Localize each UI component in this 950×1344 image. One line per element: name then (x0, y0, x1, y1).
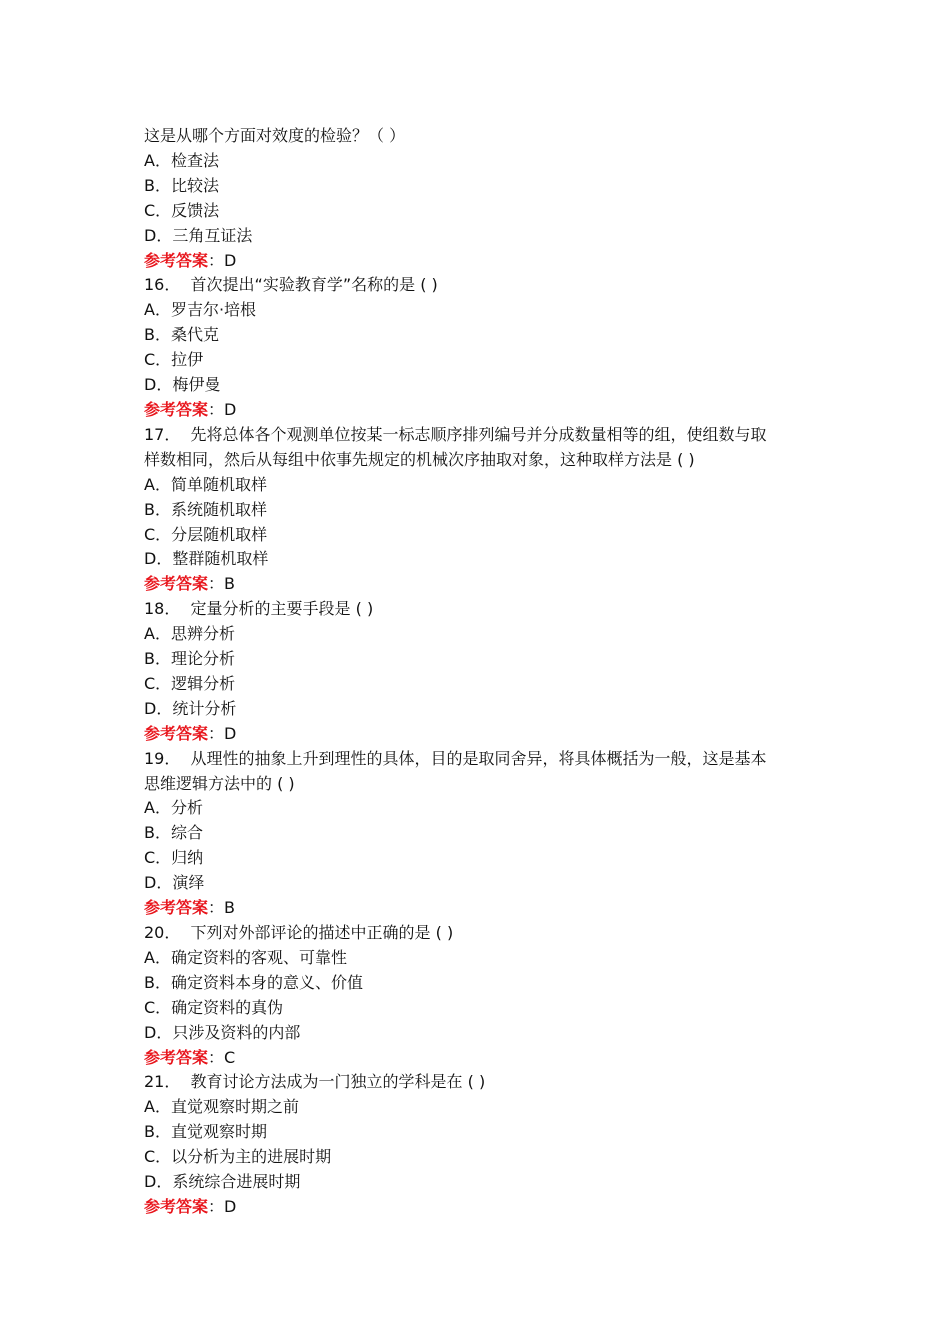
option-a: A．检查法 (144, 150, 219, 170)
question-text-line2: 思维逻辑方法中的 ( ) (144, 773, 295, 793)
answer-line (144, 896, 814, 921)
option-a: A．简单随机取样 (144, 474, 267, 494)
question-stem (144, 1070, 814, 1095)
answer-value: ：D (208, 723, 237, 743)
answer-line (144, 572, 814, 597)
answer-value: ：C (208, 1047, 236, 1067)
answer-label: 参考答案 (144, 1196, 209, 1216)
option-d: D．演绎 (144, 873, 205, 893)
question-number: 18． (144, 599, 181, 619)
question-stem (144, 273, 814, 298)
option-b: B．比较法 (144, 175, 219, 195)
answer-line (144, 249, 814, 274)
option-b: B．直觉观察时期 (144, 1122, 267, 1142)
option-d: D．梅伊曼 (144, 375, 221, 395)
option-a: A．确定资料的客观、可靠性 (144, 947, 347, 967)
answer-label: 参考答案 (144, 723, 209, 743)
question-number: 17． (144, 424, 181, 444)
answer-line (144, 398, 814, 423)
answer-value: ：D (208, 250, 237, 270)
question-text: 首次提出“实验教育学”名称的是 ( ) (190, 275, 438, 295)
question-number: 19． (144, 748, 181, 768)
question-stem: 这是从哪个方面对效度的检验？（ ） (144, 126, 406, 145)
answer-value: ：B (208, 574, 235, 594)
option-c: C．逻辑分析 (144, 673, 236, 693)
answer-line (144, 1195, 814, 1220)
question-text: 下列对外部评论的描述中正确的是 ( ) (190, 923, 454, 942)
option-b: B．桑代克 (144, 325, 219, 345)
option-a: A．分析 (144, 798, 203, 818)
question-stem (144, 921, 814, 946)
option-c: C．反馈法 (144, 200, 220, 220)
question-stem (144, 747, 814, 772)
answer-label: 参考答案 (144, 1047, 209, 1067)
option-b: B．理论分析 (144, 649, 235, 669)
question-stem (144, 423, 814, 448)
answer-value: ：D (208, 399, 237, 419)
option-c: C．归纳 (144, 848, 204, 868)
answer-label: 参考答案 (144, 399, 209, 419)
answer-value: ：B (208, 898, 235, 918)
option-d: D．统计分析 (144, 698, 237, 718)
option-b: B．系统随机取样 (144, 499, 267, 519)
question-text-line1: 从理性的抽象上升到理性的具体，目的是取同舍异，将具体概括为一般，这是基本 (190, 748, 767, 768)
option-b: B．确定资料本身的意义、价值 (144, 972, 363, 992)
option-c: C．拉伊 (144, 350, 204, 370)
answer-value: ：D (208, 1196, 237, 1216)
option-a: A．直觉观察时期之前 (144, 1097, 299, 1117)
question-text: 教育讨论方法成为一门独立的学科是在 ( ) (190, 1072, 486, 1092)
option-d: D．系统综合进展时期 (144, 1172, 301, 1192)
option-b: B．综合 (144, 823, 203, 843)
answer-label: 参考答案 (144, 250, 209, 270)
answer-label: 参考答案 (144, 898, 209, 918)
option-d: D．只涉及资料的内部 (144, 1022, 301, 1042)
answer-line (144, 1046, 814, 1071)
answer-line (144, 722, 814, 747)
question-number: 16． (144, 275, 181, 295)
option-a: A．罗吉尔·培根 (144, 300, 257, 320)
document-page (144, 124, 814, 1220)
question-stem (144, 597, 814, 622)
question-number: 21． (144, 1072, 181, 1092)
option-c: C．确定资料的真伪 (144, 997, 284, 1017)
option-d: D．三角互证法 (144, 225, 253, 245)
option-d: D．整群随机取样 (144, 549, 269, 569)
option-c: C．以分析为主的进展时期 (144, 1147, 332, 1167)
question-number: 20． (144, 923, 181, 942)
option-c: C．分层随机取样 (144, 524, 268, 544)
answer-label: 参考答案 (144, 574, 209, 594)
question-text: 定量分析的主要手段是 ( ) (190, 599, 374, 619)
option-a: A．思辨分析 (144, 624, 235, 644)
question-text-line2: 样数相同，然后从每组中依事先规定的机械次序抽取对象，这种取样方法是 ( ) (144, 449, 695, 469)
question-text-line1: 先将总体各个观测单位按某一标志顺序排列编号并分成数量相等的组，使组数与取 (190, 424, 767, 444)
